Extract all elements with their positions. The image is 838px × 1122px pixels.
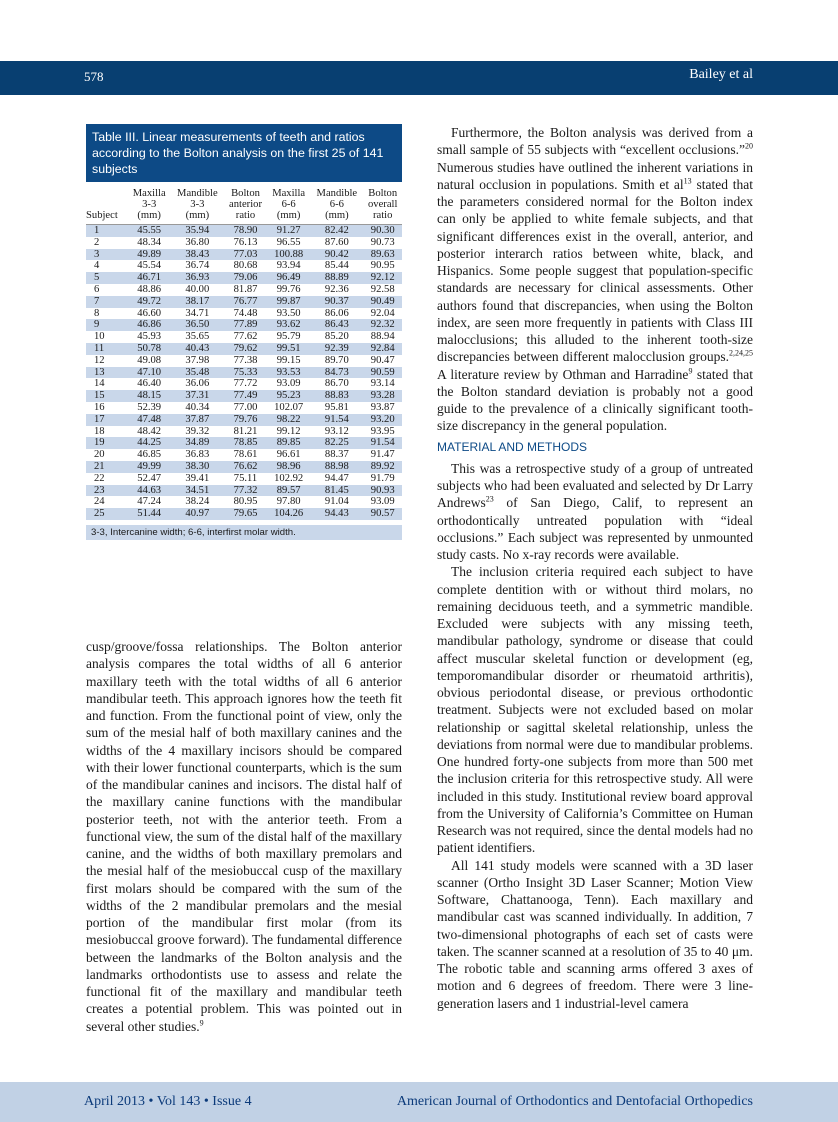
table-cell: 104.26: [267, 508, 310, 520]
table-row: [86, 473, 402, 485]
table-row: [86, 225, 402, 237]
table-cell: 90.30: [363, 225, 402, 237]
table-cell: 102.07: [274, 401, 304, 413]
table-cell: 76.62: [224, 461, 267, 473]
table-cell: 91.04: [324, 496, 349, 508]
table-cell: 91.54: [363, 437, 402, 449]
table-label: Table III.: [92, 130, 139, 144]
table-cell: 51.44: [128, 508, 171, 520]
table-cell: 48.15: [128, 390, 171, 402]
table-cell: 46.86: [128, 319, 171, 331]
table-cell: 40.34: [185, 401, 210, 413]
table-cell: 49.08: [137, 354, 162, 366]
table-cell: 81.87: [233, 283, 258, 295]
citation: 9: [688, 366, 693, 375]
table-cell: 47.10: [128, 367, 171, 379]
table-row: [86, 378, 402, 390]
table-cell: 88.94: [370, 331, 395, 343]
table-cell: 47.48: [128, 414, 171, 426]
column-header: overall: [368, 199, 398, 210]
table-cell: 13: [86, 367, 128, 379]
table-cell: 77.62: [233, 331, 258, 343]
table-cell: 48.34: [137, 236, 162, 248]
table-cell: 20: [94, 449, 105, 461]
table-cell: 34.71: [185, 307, 210, 319]
column-header: (mm): [128, 210, 171, 225]
table-cell: 81.45: [310, 485, 363, 497]
table-header-row: [86, 199, 402, 210]
table-cell: 93.62: [267, 319, 310, 331]
table-cell: 90.42: [310, 249, 363, 261]
table-cell: 17: [86, 414, 128, 426]
table-cell: 24: [94, 496, 105, 508]
table-cell: 91.54: [310, 414, 363, 426]
table-cell: 93.87: [370, 401, 395, 413]
page-header: [0, 61, 838, 95]
table-cell: 77.00: [233, 401, 258, 413]
table-cell: 93.14: [370, 378, 395, 390]
table-cell: 86.43: [310, 319, 363, 331]
table-row: [86, 390, 402, 402]
table-caption-text: Linear measurements of teeth and ratios according to the Bolton analysis on the first 25 of 141 subjects: [92, 130, 384, 176]
table-footnote: 3-3, Intercanine width; 6-6, interfirst molar width.: [86, 525, 402, 540]
table-cell: 93.12: [324, 425, 349, 437]
table-cell: 8: [94, 307, 100, 319]
table-cell: 89.70: [324, 354, 349, 366]
table-cell: 96.61: [276, 449, 301, 461]
table-cell: 38.30: [171, 461, 224, 473]
table-cell: 34.89: [171, 437, 224, 449]
table-cell: 97.80: [276, 496, 301, 508]
table-cell: 6: [94, 283, 100, 295]
table-cell: 36.50: [171, 319, 224, 331]
citation: 23: [485, 494, 494, 504]
table-cell: 35.48: [171, 367, 224, 379]
table-cell: 46.40: [137, 378, 162, 390]
table-row: [86, 461, 402, 473]
table-row: [86, 355, 402, 367]
column-header: 6-6: [281, 199, 296, 210]
table-cell: 38.17: [171, 296, 224, 308]
table-cell: 99.87: [267, 296, 310, 308]
section-heading: MATERIAL AND METHODS: [437, 439, 588, 454]
table-cell: 87.60: [324, 236, 349, 248]
table-cell: 75.33: [224, 367, 267, 379]
table-cell: 91.27: [267, 225, 310, 237]
table-cell: 49.99: [128, 461, 171, 473]
paragraph: Furthermore, the Bolton analysis was derived from a small sample of 55 subjects with “excellent occlusions.”$^{20}$ Numerous studies have outlined the inherent variations in natural occlusion in populations. Smith et $al^{13}$ stated that the parameters considered normal for the Bolton index can only be applied to white female subjects, and that significant differences exist in the overall, anterior, and posterior interarch ratios between white, black, and Hispanics. Some people suggest that population-specific standards are necessary for clinical assessments. Other authors found that discrepancies, when using the Bolton index, are seen more frequently in patients with Class III malocclusions; this alluded to the inherent tooth-size discrepancies between different malocclusion groups.$^{2,24,25}$ A literature review by Othman and Harradine$^9$ stated that the Bolton standard deviation is probably not a good guide to the prevalence of a clinically significant tooth-size discrepancy in the general population.: [437, 125, 754, 434]
table-cell: 88.37: [324, 449, 349, 461]
table-cell: 90.59: [363, 367, 402, 379]
table-cell: 82.25: [310, 437, 363, 449]
table-cell: 75.11: [233, 472, 258, 484]
table-row: [86, 449, 402, 461]
table-cell: 92.04: [370, 307, 395, 319]
table-cell: 98.96: [267, 461, 310, 473]
table-row: [86, 508, 402, 520]
table-row: [86, 260, 402, 272]
table-cell: 80.95: [233, 496, 258, 508]
table-cell: 49.89: [128, 249, 171, 261]
table-cell: 14: [94, 378, 105, 390]
table-row: [86, 319, 402, 331]
table-row: [86, 308, 402, 320]
table-header-row: [86, 188, 402, 199]
table-cell: 37.31: [171, 390, 224, 402]
table-row: [86, 249, 402, 261]
table-row: [86, 402, 402, 414]
table-cell: 92.32: [363, 319, 402, 331]
table-cell: 38.43: [171, 249, 224, 261]
table-cell: 52.47: [137, 472, 162, 484]
table-cell: 45.54: [137, 260, 162, 272]
table-cell: 92.84: [363, 343, 402, 355]
table-cell: 46.85: [137, 449, 162, 461]
citation: 20: [745, 141, 753, 151]
table-row: [86, 343, 402, 355]
table-cell: 39.41: [185, 472, 210, 484]
column-header: ratio: [224, 210, 267, 225]
table-cell: 78.85: [224, 437, 267, 449]
table-cell: 40.97: [171, 508, 224, 520]
table-cell: 79.62: [224, 343, 267, 355]
table-cell: 52.39: [137, 401, 162, 413]
table-row: [86, 272, 402, 284]
table-cell: 76.13: [233, 236, 258, 248]
table-cell: 36.83: [185, 449, 210, 461]
table-cell: 96.49: [267, 272, 310, 284]
table-cell: 88.98: [310, 461, 363, 473]
table-row: [86, 237, 402, 249]
table-cell: 45.55: [128, 225, 171, 237]
table-cell: 19: [86, 437, 128, 449]
table-cell: 91.79: [370, 472, 395, 484]
table-cell: 7: [86, 296, 128, 308]
citation: 2,24,25: [729, 348, 753, 358]
table-cell: 100.88: [267, 249, 310, 261]
table-cell: 90.49: [363, 296, 402, 308]
running-authors: Bailey et al: [689, 67, 753, 82]
table-cell: 92.36: [324, 283, 349, 295]
column-header: anterior: [229, 199, 262, 210]
table-cell: 98.22: [267, 414, 310, 426]
table-cell: 88.89: [310, 272, 363, 284]
table-cell: 92.58: [370, 283, 395, 295]
table-cell: 35.65: [185, 331, 210, 343]
table-cell: 16: [94, 401, 105, 413]
table-cell: 35.94: [171, 225, 224, 237]
table-cell: 37.98: [185, 354, 210, 366]
table-cell: 18: [94, 425, 105, 437]
table-cell: 92.12: [363, 272, 402, 284]
table-cell: 23: [86, 485, 128, 497]
table-cell: 46.71: [128, 272, 171, 284]
table-row: [86, 296, 402, 308]
table-cell: 89.92: [363, 461, 402, 473]
table-cell: 88.83: [310, 390, 363, 402]
table-caption: [86, 124, 402, 182]
table-cell: 11: [86, 343, 128, 355]
table-cell: 91.47: [370, 449, 395, 461]
table-row: [86, 496, 402, 508]
table-cell: 48.86: [137, 283, 162, 295]
issue-info: April 2013 • Vol 143 • Issue 4: [84, 1094, 252, 1109]
table-cell: 10: [94, 331, 105, 343]
table-block: [86, 124, 402, 540]
table-cell: 12: [94, 354, 105, 366]
table-cell: 36.93: [171, 272, 224, 284]
table-cell: 90.93: [363, 485, 402, 497]
table-cell: 5: [86, 272, 128, 284]
table-cell: 93.53: [267, 367, 310, 379]
table-row: [86, 331, 402, 343]
table-cell: 80.68: [233, 260, 258, 272]
table-cell: 89.63: [363, 249, 402, 261]
table-cell: 85.20: [324, 331, 349, 343]
table-cell: 92.39: [310, 343, 363, 355]
table-cell: 90.37: [310, 296, 363, 308]
paragraph: cusp/groove/fossa relationships. The Bolton anterior analysis compares the total widths of all 6 anterior maxillary teeth with the total widths of all 6 anterior mandibular teeth. This approach ignores how the teeth fit and function. From the functional point of view, only the sum of the mesial half of both maxillary canines and the widths of the 4 maxillary incisors should be compared with their lower functional counterparts, which is the sum of the mandibular canines and incisors. The distal half of the maxillary canine functions with the mandibular posterior teeth, not with the anterior teeth. From a functional view, the sum of the distal half of the maxillary canine, and the widths of both maxillary premolars and the mesial half of the mesiobuccal cusp of the maxillary first molars should be compared with the sum of the widths of the 2 mandibular premolars and the mesial portion of the mandibular first molar (from its mesiobuccal groove forward). The fundamental difference between the landmarks of the Bolton analysis and the landmarks orthodontists use to assess and relate the functional fit of the maxillary and mandibular teeth creates a potential problem. This was pointed out in several other studies.$^9$: [86, 639, 402, 1034]
table-row: [86, 437, 402, 449]
table-cell: 1: [86, 225, 128, 237]
table-cell: 79.06: [224, 272, 267, 284]
table-cell: 47.24: [137, 496, 162, 508]
table-header-row: [86, 210, 402, 225]
table-cell: 81.21: [233, 425, 258, 437]
table-cell: 46.60: [137, 307, 162, 319]
table-cell: 94.47: [324, 472, 349, 484]
table-cell: 90.73: [370, 236, 395, 248]
table-cell: 77.38: [233, 354, 258, 366]
column-header: Maxilla: [132, 188, 166, 199]
paragraph: This was a retrospective study of a group of untreated subjects who had been evaluated and selected by Dr Larry Andrews$^{23}$ of San Diego, Calif, to represent an orthodontically untreated population with “ideal occlusions.” Each subject was represented by unmounted study casts. No x-ray records were available.: [437, 460, 753, 562]
table-cell: 40.43: [171, 343, 224, 355]
table-cell: 77.72: [233, 378, 258, 390]
table-cell: 82.42: [310, 225, 363, 237]
table-cell: 9: [86, 319, 128, 331]
table-cell: 90.95: [370, 260, 395, 272]
page-footer: [0, 1082, 838, 1122]
table-cell: 25: [86, 508, 128, 520]
table-cell: 48.42: [137, 425, 162, 437]
table-cell: 2: [94, 236, 100, 248]
column-header: 3-3: [190, 199, 205, 210]
table-cell: 93.09: [370, 496, 395, 508]
table-cell: 99.76: [276, 283, 301, 295]
table-cell: 15: [86, 390, 128, 402]
column-header: Bolton: [368, 188, 398, 199]
table-cell: 3: [86, 249, 128, 261]
table-cell: 90.47: [370, 354, 395, 366]
citation: 13: [683, 176, 692, 186]
table-cell: 44.63: [128, 485, 171, 497]
table-row: [86, 414, 402, 426]
left-column: [86, 638, 402, 1035]
table-cell: 99.51: [267, 343, 310, 355]
column-header: (mm): [171, 210, 224, 225]
table-cell: 93.94: [276, 260, 301, 272]
column-header: Mandible: [316, 188, 358, 199]
table-cell: 49.72: [128, 296, 171, 308]
column-header: Bolton: [231, 188, 260, 199]
table-row: [86, 485, 402, 497]
table-cell: 89.85: [267, 437, 310, 449]
table-cell: 94.43: [310, 508, 363, 520]
table-cell: 74.48: [233, 307, 258, 319]
paragraph: The inclusion criteria required each subject to have complete dentition with or without third molars, no remaining deciduous teeth, and a symmetric mandible. Excluded were subjects with any missing teeth, mandibular pathology, syndrome or disease that could affect muscular skeletal function or development (eg, temporomandibular disorder or rheumatoid arthritis), obvious periodontal disease, or previous orthodontic treatment. Subjects were not excluded based on molar relationship or sagittal skeletal relationship, unless the deviations from normal were due to mandibular problems. One hundred forty-one subjects from more than 500 met the inclusion criteria for this retrospective study. All were included in this study. Institutional review board approval from the University of California’s Committee on Human Research was not required, since the dental models had no patient identifiers.: [437, 564, 753, 856]
right-column: [437, 124, 753, 1012]
table-row: [86, 367, 402, 379]
table-cell: 95.79: [276, 331, 301, 343]
table-cell: 78.90: [224, 225, 267, 237]
table-cell: 77.89: [224, 319, 267, 331]
table-cell: 21: [86, 461, 128, 473]
table-cell: 79.76: [224, 414, 267, 426]
citation: 9: [199, 1018, 204, 1027]
table-cell: 38.24: [185, 496, 210, 508]
table-cell: 99.12: [276, 425, 301, 437]
table-cell: 95.81: [324, 401, 349, 413]
table-cell: 93.28: [363, 390, 402, 402]
table-cell: 84.73: [310, 367, 363, 379]
table-cell: 93.20: [363, 414, 402, 426]
table-cell: 4: [94, 260, 100, 272]
table-cell: 86.06: [324, 307, 349, 319]
table-cell: 50.78: [128, 343, 171, 355]
table-cell: 79.65: [224, 508, 267, 520]
table-cell: 93.95: [370, 425, 395, 437]
column-header: (mm): [310, 210, 363, 225]
table-cell: 102.92: [274, 472, 304, 484]
table-cell: 89.57: [267, 485, 310, 497]
column-header: (mm): [267, 210, 310, 225]
table-cell: 78.61: [233, 449, 258, 461]
table-cell: 76.77: [224, 296, 267, 308]
table-cell: 36.80: [185, 236, 210, 248]
table-cell: 93.09: [276, 378, 301, 390]
journal-name: American Journal of Orthodontics and Dentofacial Orthopedics: [396, 1094, 753, 1109]
table-cell: 90.57: [363, 508, 402, 520]
table-cell: 77.49: [224, 390, 267, 402]
table-row: [86, 284, 402, 296]
table-cell: 99.15: [276, 354, 301, 366]
column-header: Maxilla: [272, 188, 306, 199]
table-cell: 86.70: [324, 378, 349, 390]
table-cell: 85.44: [324, 260, 349, 272]
measurement-table: [86, 188, 402, 520]
table-cell: 40.00: [185, 283, 210, 295]
paragraph: All 141 study models were scanned with a 3D laser scanner (Ortho Insight 3D Laser Scanner; Motion View Software, Chattanooga, Tenn). Each maxillary and mandibular cast was scanned individually. In addition, 7 two-dimensional photographs of each set of casts were taken. The scanner scanned at a resolution of 35 to 40 μm. The robotic table and scanning arms offered 3 axes of motion and 6 degrees of freedom. There were 3 line-generation lasers and 1 industrial-level camera: [437, 857, 753, 1011]
table-cell: 22: [94, 472, 105, 484]
column-header: Subject: [86, 210, 128, 225]
column-header: 3-3: [142, 199, 157, 210]
table-cell: 34.51: [171, 485, 224, 497]
table-cell: 77.32: [224, 485, 267, 497]
column-header: ratio: [363, 210, 402, 225]
table-cell: 37.87: [171, 414, 224, 426]
column-header: [86, 188, 128, 199]
column-header: 6-6: [329, 199, 344, 210]
table-cell: 93.50: [276, 307, 301, 319]
table-cell: 44.25: [128, 437, 171, 449]
table-cell: 36.74: [185, 260, 210, 272]
column-header: Mandible: [177, 188, 218, 199]
table-cell: 77.03: [224, 249, 267, 261]
table-cell: 39.32: [185, 425, 210, 437]
table-cell: 45.93: [137, 331, 162, 343]
table-cell: 36.06: [185, 378, 210, 390]
column-header: [86, 199, 128, 210]
table-cell: 95.23: [267, 390, 310, 402]
table-cell: 96.55: [276, 236, 301, 248]
table-row: [86, 426, 402, 438]
page-number: 578: [84, 69, 104, 84]
